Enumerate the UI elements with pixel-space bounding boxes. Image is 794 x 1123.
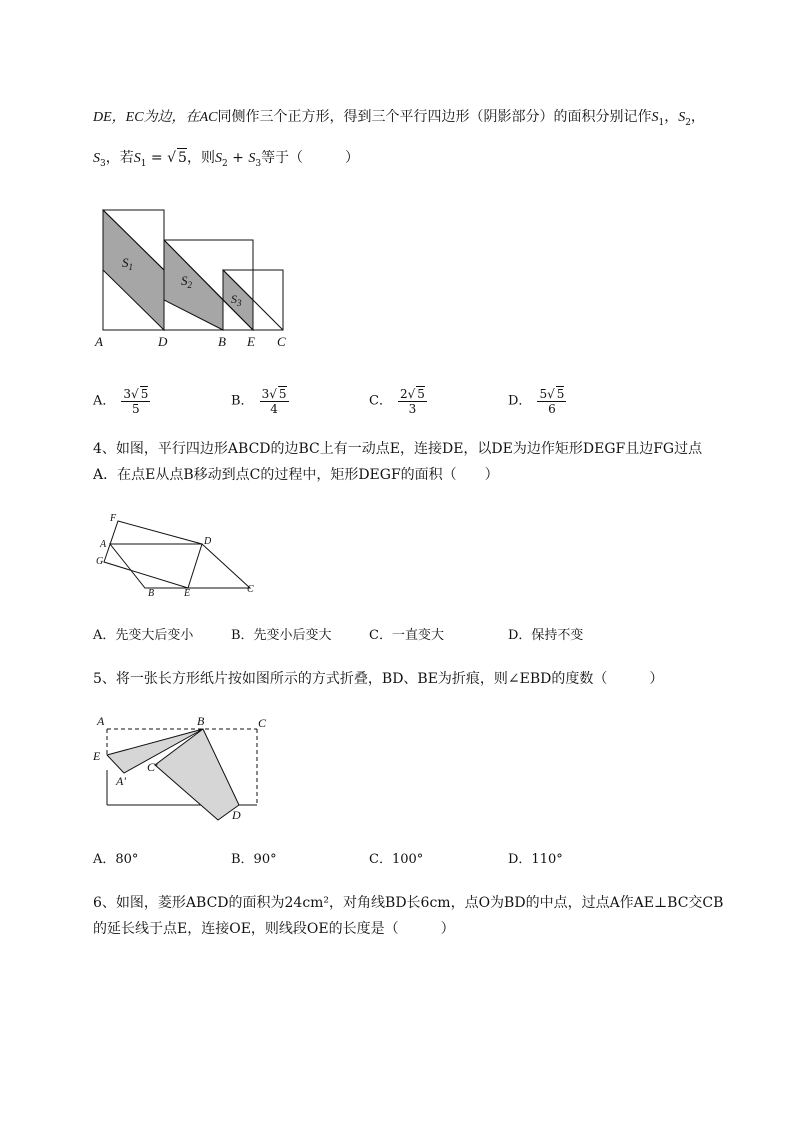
q3-choice-d[interactable]: D． $\frac{5√ 5}{6}$: [508, 387, 565, 416]
q3-point-d: D: [158, 334, 168, 349]
q3-choice-b[interactable]: B． $\frac{3√ 5}{4}$: [231, 387, 287, 416]
q3-label-s2: $S_2$: [181, 273, 192, 290]
q3-point-e: E: [247, 334, 255, 349]
q3-label-s1: $S_1$: [122, 255, 133, 272]
q5-label-b: B: [197, 714, 205, 728]
q3-choice-a[interactable]: A． $\frac{3√ 5}{5}$: [93, 387, 149, 416]
q5-label-a: A: [97, 714, 105, 728]
q6-line-1: 6、如图，菱形ABCD的面积为24cm²，对角线BD长6cm，点O为BD的中点，过点A作AE⊥BC交CB: [93, 895, 724, 911]
q5-choice-a[interactable]: A．80°: [93, 852, 139, 867]
q3-label-s3: $S_3$: [231, 292, 242, 308]
q4-choice-a[interactable]: A．先变大后变小: [93, 628, 194, 643]
q4-line-2: A．在点E从点B移动到点C的过程中，矩形DEGF的面积（ ）: [93, 467, 499, 483]
q4-label-g: G: [96, 556, 104, 567]
q3-line-1: DE，EC为边，在AC同侧作三个正方形，得到三个平行四边形（阴影部分）的面积分别记作$S_1$，$S_2$，: [93, 109, 705, 128]
q5-choice-b[interactable]: B．90°: [231, 852, 277, 867]
q4-choice-d[interactable]: D．保持不变: [508, 628, 584, 643]
q4-choice-b[interactable]: B．先变小后变大: [231, 628, 332, 643]
q5-label-c-prime: C': [147, 760, 158, 774]
q4-label-b: B: [148, 588, 155, 599]
q4-label-f: F: [110, 513, 117, 524]
q4-label-c: C: [247, 584, 254, 595]
q4-line-1: 4、如图，平行四边形ABCD的边BC上有一动点E，连接DE，以DE为边作矩形DEGF且边FG过点: [93, 441, 703, 457]
q3-choice-c[interactable]: C． $\frac{2√ 5}{3}$: [369, 387, 425, 416]
q5-choice-d[interactable]: D．110°: [508, 852, 563, 867]
q4-choice-c[interactable]: C．一直变大: [369, 628, 444, 643]
q5-label-a-prime: A': [116, 774, 126, 788]
q3-point-b: B: [218, 334, 226, 349]
q6-line-2: 的延长线于点E，连接OE，则线段OE的长度是（ ）: [93, 921, 455, 937]
q5-label-c: C: [258, 716, 267, 730]
q3-point-a: A: [95, 334, 103, 349]
q4-label-d: D: [204, 536, 212, 547]
q5-choice-c[interactable]: C．100°: [369, 852, 424, 867]
q3-point-c: C: [277, 334, 286, 349]
q5-label-d: D: [232, 808, 241, 822]
q5-label-e: E: [93, 749, 101, 763]
q5-line-1: 5、将一张长方形纸片按如图所示的方式折叠，BD、BE为折痕，则∠EBD的度数（ ）: [93, 671, 664, 687]
q3-line-2: $S_3$，若$S_1$ = √ 5，则$S_2 + S_3$等于（ ）: [93, 150, 360, 169]
q4-label-e: E: [184, 588, 191, 599]
q4-label-a: A: [100, 539, 107, 550]
